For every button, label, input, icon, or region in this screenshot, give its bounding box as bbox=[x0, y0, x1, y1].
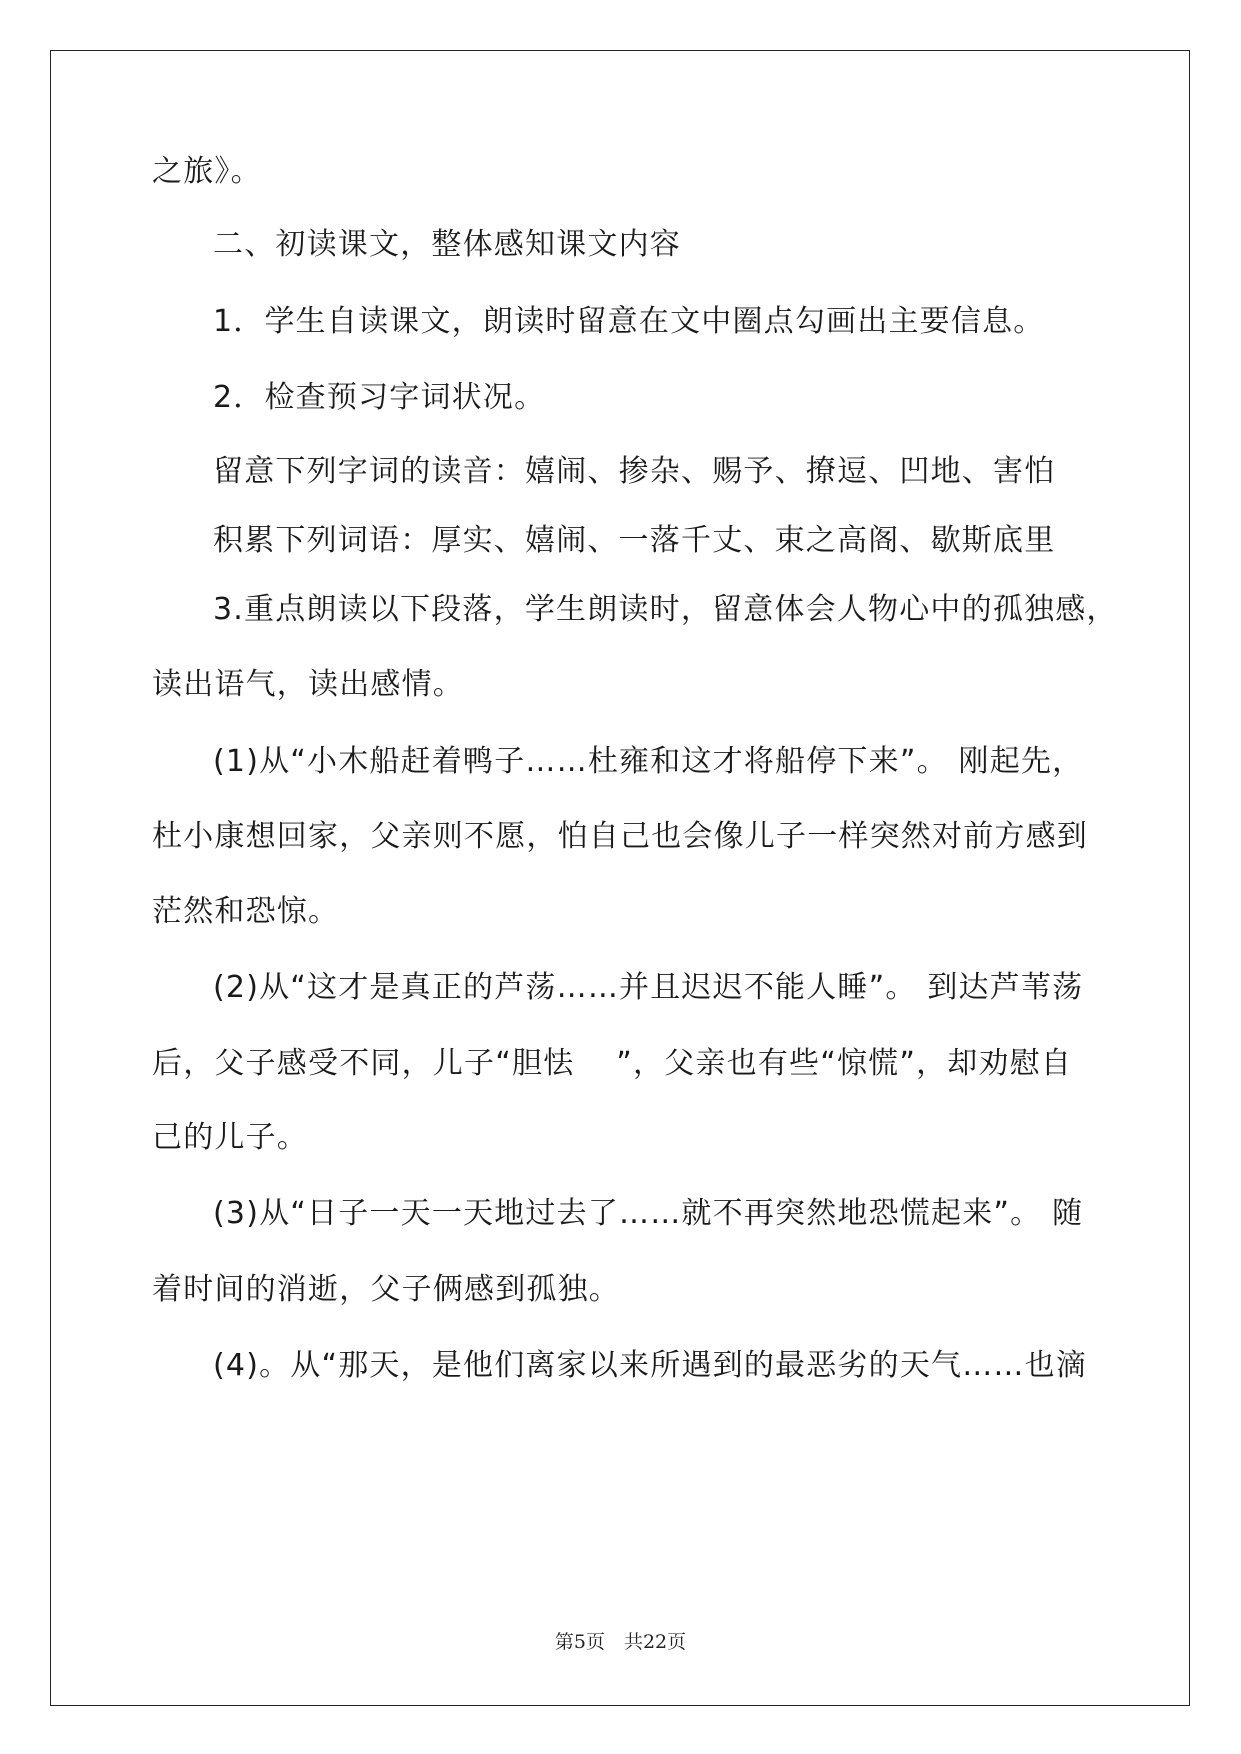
text-line: (2)从“这才是真正的芦荡……并且迟迟不能人睡”。 到达芦苇荡 bbox=[213, 970, 1084, 1005]
page-border bbox=[50, 50, 1190, 1706]
text-line: 3.重点朗读以下段落，学生朗读时，留意体会人物心中的孤独感， bbox=[213, 592, 1118, 627]
text-line: 后，父子感受不同，儿子“胆怯 ”，父亲也有些“惊慌”，却劝慰自 bbox=[152, 1046, 1073, 1081]
text-line: 读出语气，读出感情。 bbox=[152, 667, 464, 702]
text-line: 2．检查预习字词状况。 bbox=[213, 380, 546, 415]
text-line: 杜小康想回家，父亲则不愿，怕自己也会像儿子一样突然对前方感到 bbox=[152, 819, 1088, 854]
text-line: (1)从“小木船赶着鸭子……杜雍和这才将船停下来”。 刚起先， bbox=[213, 744, 1084, 779]
section-heading: 二、初读课文，整体感知课文内容 bbox=[213, 227, 681, 262]
text-line: 1．学生自读课文，朗读时留意在文中圈点勾画出主要信息。 bbox=[213, 304, 1045, 339]
page-number-footer: 第5页 共22页 bbox=[554, 1631, 687, 1653]
text-line: 己的儿子。 bbox=[152, 1120, 308, 1155]
text-line: (3)从“日子一天一天地过去了……就不再突然地恐慌起来”。 随 bbox=[213, 1196, 1084, 1231]
text-line: 着时间的消逝，父子俩感到孤独。 bbox=[152, 1272, 620, 1307]
text-line: 之旅》。 bbox=[152, 154, 262, 189]
text-line: 留意下列字词的读音：嬉闹、掺杂、赐予、撩逗、凹地、害怕 bbox=[213, 454, 1056, 489]
text-line: (4)。从“那天，是他们离家以来所遇到的最恶劣的天气……也滴 bbox=[213, 1348, 1088, 1383]
text-line: 茫然和恐惊。 bbox=[152, 894, 340, 929]
text-line: 积累下列词语：厚实、嬉闹、一落千丈、束之高阁、歇斯底里 bbox=[213, 523, 1056, 558]
